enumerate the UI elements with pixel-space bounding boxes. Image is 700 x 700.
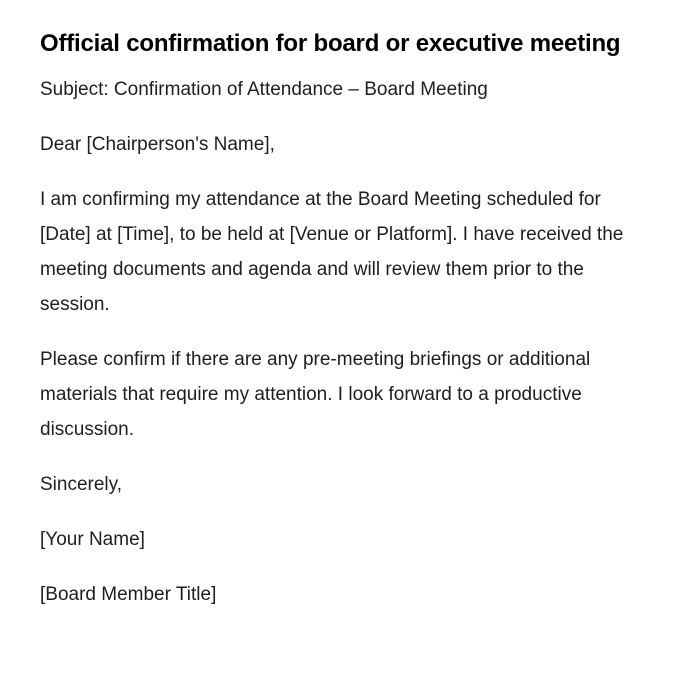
closing: Sincerely, xyxy=(40,474,123,495)
body-paragraph-1: I am confirming my attendance at the Board Meeting scheduled for [Date] at [Time], to be held at [Venue or Platform]. I have received the meeting documents and agenda and will review them prior to the session. xyxy=(40,189,624,315)
letter-page xyxy=(40,22,650,632)
page-title: Official confirmation for board or executive meeting xyxy=(40,30,621,57)
body-paragraph-2: Please confirm if there are any pre-meeting briefings or additional materials that require my attention. I look forward to a productive discussion. xyxy=(40,349,591,440)
salutation: Dear [Chairperson's Name], xyxy=(40,134,275,155)
subject-line: Subject: Confirmation of Attendance – Board Meeting xyxy=(40,79,488,100)
signature-name: [Your Name] xyxy=(40,529,145,550)
signature-title: [Board Member Title] xyxy=(40,584,217,605)
